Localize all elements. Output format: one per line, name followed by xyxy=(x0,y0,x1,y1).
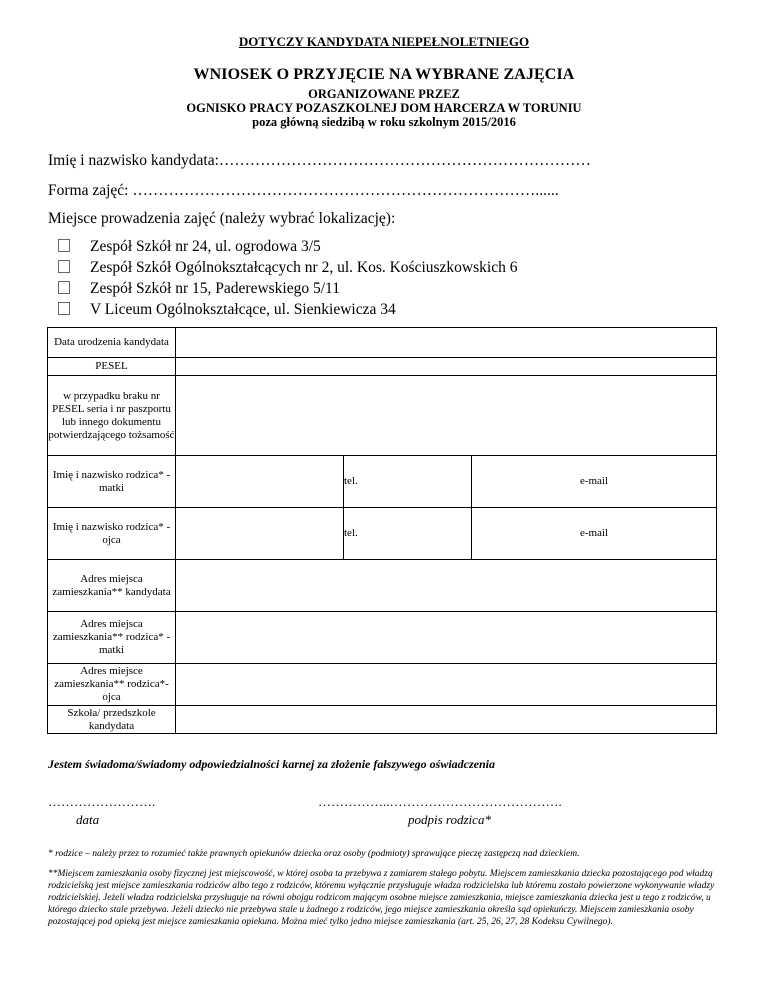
identity-document-label: w przypadku braku nr PESEL seria i nr paszportu lub innego dokumentu potwierdzającego tożsamość xyxy=(48,376,176,456)
footnote-residence: **Miejscem zamieszkania osoby fizycznej jest miejscowość, w której osoba ta przebywa z zamiarem stałego pobytu. Miejscem zamieszkania dziecka pozostającego pod władzą rodzicielską jest miejsce zamieszkania rodziców albo tego z rodziców, któremu wyłącznie przysługuje władza rodzicielska lub któremu zostało powierzone wykonywanie władzy rodzicielskiej. Jeżeli władza rodzicielska przysługuje na równi obojgu rodzicom mającym osobne miejsce zamieszkania, miejsce zamieszkania dziecka jest u tego z rodziców, u którego dziecko stale przebywa. Jeżeli dziecko nie przebywa stale u żadnego z rodziców, jego miejsce zamieszkania określa sąd opiekuńczy. Miejscem zamieszkania osoby pozostającej pod opieką jest miejsce zamieszkania opiekuna. Można mieć tylko jedno miejsce zamieszkania (art. 25, 26, 27, 28 Kodeksu Cywilnego). xyxy=(48,869,715,927)
candidate-name-field[interactable]: Imię i nazwisko kandydata:……………………………………………………………… xyxy=(48,152,591,169)
date-caption: data xyxy=(76,812,100,827)
location-option-1[interactable] xyxy=(58,238,321,256)
table-row xyxy=(48,358,717,376)
mother-email-label[interactable]: e-mail xyxy=(472,456,717,508)
birth-date-input[interactable] xyxy=(176,328,717,358)
location-option-label: Zespół Szkół Ogólnokształcących nr 2, ul. Kos. Kościuszkowskich 6 xyxy=(90,259,518,276)
table-row xyxy=(48,376,717,456)
checkbox-icon[interactable] xyxy=(58,302,70,315)
location-option-label: Zespół Szkół nr 15, Paderewskiego 5/11 xyxy=(90,280,340,297)
class-form-field[interactable]: Forma zajęć: ……………………………………………………………………...... xyxy=(48,182,559,199)
location-option-3[interactable] xyxy=(58,280,340,298)
mother-address-label: Adres miejsca zamieszkania** rodzica* - matki xyxy=(48,612,176,664)
checkbox-icon[interactable] xyxy=(58,260,70,273)
date-signature-line[interactable]: ……………………. xyxy=(48,794,156,809)
father-address-input[interactable] xyxy=(176,664,717,706)
parent-signature-line[interactable]: ……………..…………………………………. xyxy=(318,794,562,809)
father-address-label: Adres miejsce zamieszkania** rodzica*- ojca xyxy=(48,664,176,706)
location-option-label: Zespół Szkół nr 24, ul. ogrodowa 3/5 xyxy=(90,238,321,255)
school-year-line: poza główną siedzibą w roku szkolnym 2015/2016 xyxy=(252,115,516,129)
table-row xyxy=(48,328,717,358)
father-name-input[interactable] xyxy=(176,508,344,560)
organizer-name: OGNISKO PRACY POZASZKOLNEJ DOM HARCERZA W TORUNIU xyxy=(186,101,582,115)
declaration-statement: Jestem świadoma/świadomy odpowiedzialności karnej za złożenie fałszywego oświadczenia xyxy=(48,757,496,771)
footnote-parents: * rodzice – należy przez to rozumieć także prawnych opiekunów dziecka oraz osoby (podmioty) sprawujące pieczę zastępczą nad dzieckiem. xyxy=(48,849,580,859)
signature-caption: podpis rodzica* xyxy=(408,812,491,827)
table-row xyxy=(48,508,717,560)
checkbox-icon[interactable] xyxy=(58,281,70,294)
school-label: Szkoła/ przedszkole kandydata xyxy=(48,706,176,734)
mother-phone-label[interactable]: tel. xyxy=(344,456,472,508)
pesel-label: PESEL xyxy=(48,358,176,376)
document-top-note: DOTYCZY KANDYDATA NIEPEŁNOLETNIEGO xyxy=(238,34,530,49)
organizer-line: ORGANIZOWANE PRZEZ xyxy=(308,87,460,101)
candidate-address-label: Adres miejsca zamieszkania** kandydata xyxy=(48,560,176,612)
table-row xyxy=(48,612,717,664)
school-input[interactable] xyxy=(176,706,717,734)
checkbox-icon[interactable] xyxy=(58,239,70,252)
candidate-data-table xyxy=(47,327,717,734)
document-title: WNIOSEK O PRZYJĘCIE NA WYBRANE ZAJĘCIA xyxy=(193,66,575,83)
table-row xyxy=(48,664,717,706)
location-option-2[interactable] xyxy=(58,259,517,277)
location-option-label: V Liceum Ogólnokształcące, ul. Sienkiewicza 34 xyxy=(90,301,396,318)
table-row xyxy=(48,706,717,734)
father-name-label: Imię i nazwisko rodzica* - ojca xyxy=(48,508,176,560)
father-phone-label[interactable]: tel. xyxy=(344,508,472,560)
table-row xyxy=(48,456,717,508)
mother-name-input[interactable] xyxy=(176,456,344,508)
candidate-address-input[interactable] xyxy=(176,560,717,612)
table-row xyxy=(48,560,717,612)
location-option-4[interactable] xyxy=(58,301,396,319)
father-email-label[interactable]: e-mail xyxy=(472,508,717,560)
identity-document-input[interactable] xyxy=(176,376,717,456)
mother-address-input[interactable] xyxy=(176,612,717,664)
location-heading: Miejsce prowadzenia zajęć (należy wybrać lokalizację): xyxy=(48,210,396,227)
pesel-input[interactable] xyxy=(176,358,717,376)
birth-date-label: Data urodzenia kandydata xyxy=(48,328,176,358)
mother-name-label: Imię i nazwisko rodzica* - matki xyxy=(48,456,176,508)
